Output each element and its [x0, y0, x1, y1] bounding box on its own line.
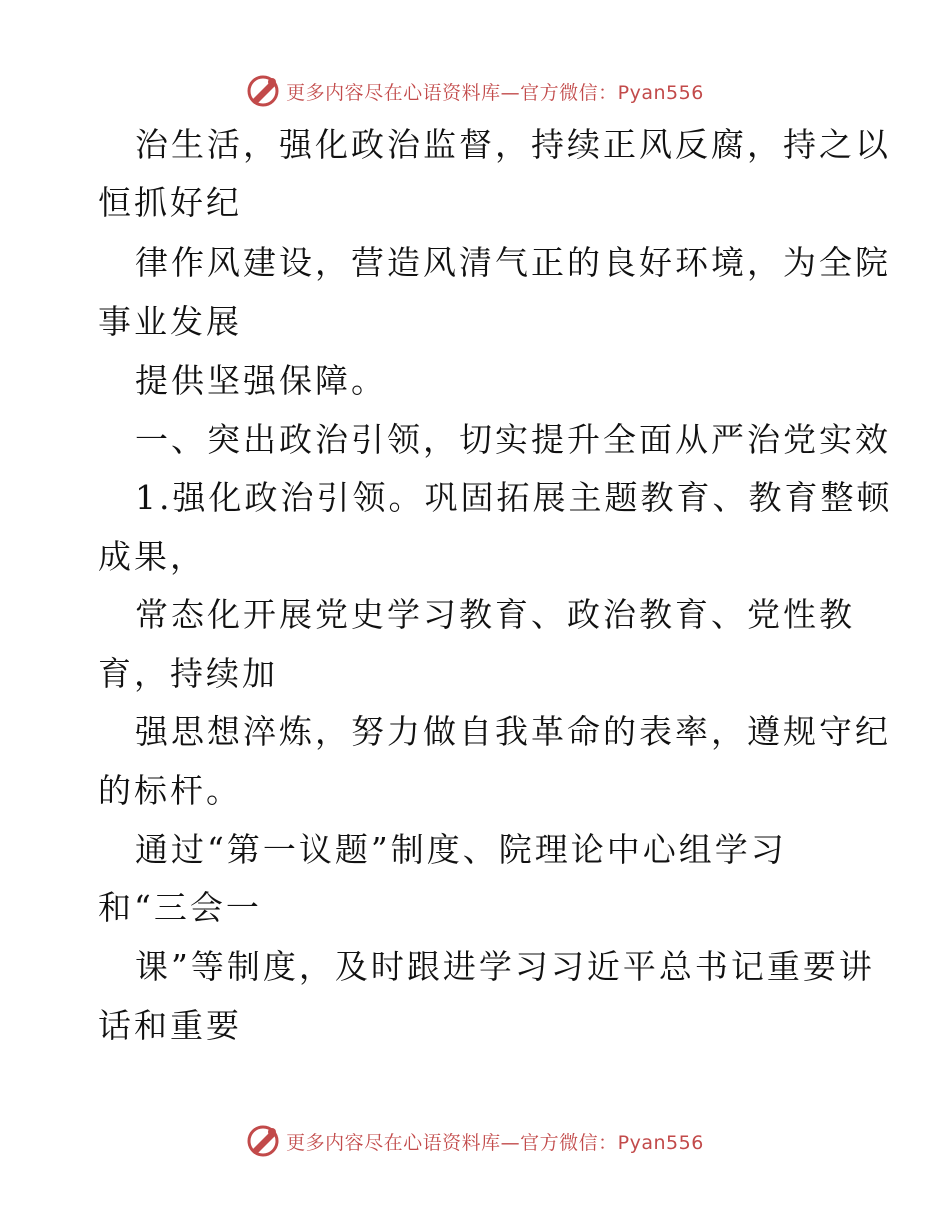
- footer-banner: [0, 1124, 950, 1158]
- body-line: 一、突出政治引领，切实提升全面从严治党实效: [135, 420, 891, 459]
- body-line: 和“三会一: [98, 888, 262, 927]
- body-line: 成果，: [98, 537, 206, 576]
- logo-icon: [246, 1124, 282, 1158]
- body-line: 律作风建设，营造风清气正的良好环境，为全院: [135, 243, 891, 282]
- header-banner: [0, 74, 950, 108]
- body-line: 恒抓好纪: [98, 183, 242, 222]
- banner-text: 更多内容尽在心语资料库—官方微信：Pyan556: [286, 1131, 704, 1154]
- body-line: 育，持续加: [98, 654, 278, 693]
- body-line: 话和重要: [98, 1006, 242, 1045]
- body-line: 1.强化政治引领。巩固拓展主题教育、教育整顿: [135, 478, 893, 517]
- body-line: 的标杆。: [98, 771, 242, 810]
- banner-text: 更多内容尽在心语资料库—官方微信：Pyan556: [286, 81, 704, 104]
- body-line: 事业发展: [98, 302, 242, 341]
- body-line: 治生活，强化政治监督，持续正风反腐，持之以: [135, 125, 891, 164]
- body-line: 通过“第一议题”制度、院理论中心组学习: [135, 830, 787, 869]
- logo-icon: [246, 74, 282, 108]
- body-line: 课”等制度，及时跟进学习习近平总书记重要讲: [135, 947, 875, 986]
- body-line: 提供坚强保障。: [135, 361, 387, 400]
- body-line: 常态化开展党史学习教育、政治教育、党性教: [135, 595, 855, 634]
- body-line: 强思想淬炼，努力做自我革命的表率，遵规守纪: [135, 712, 891, 751]
